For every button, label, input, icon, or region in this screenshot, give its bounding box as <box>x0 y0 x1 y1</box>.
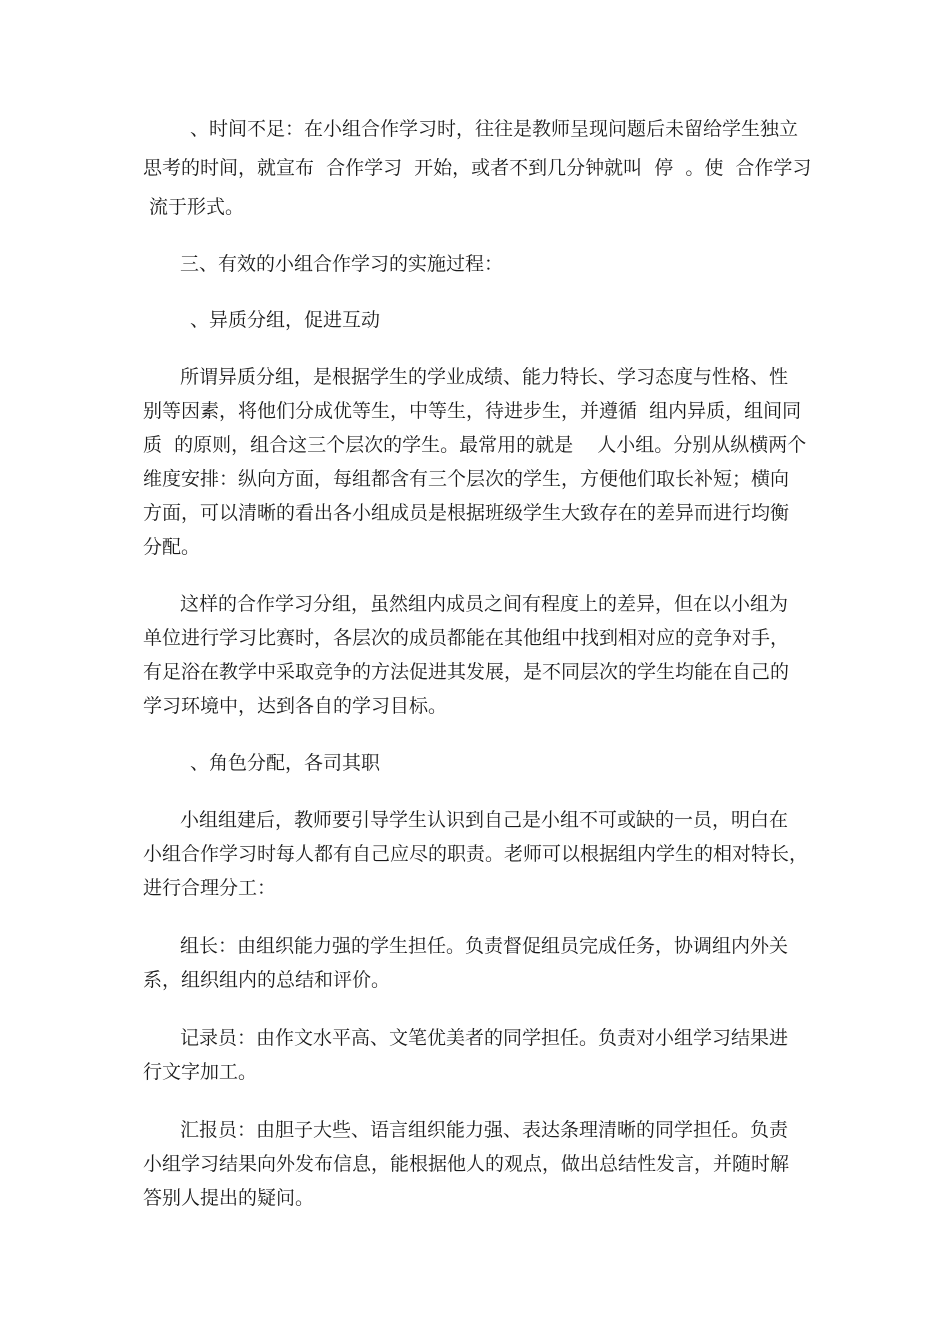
text-line: 进行合理分工： <box>143 877 277 899</box>
text-line: 答别人提出的疑问。 <box>143 1187 315 1209</box>
text-line: 小组合作学习时每人都有自己应尽的职责。老师可以根据组内学生的相对特长， <box>143 843 809 865</box>
text-line: 有足浴在教学中采取竞争的方法促进其发展，是不同层次的学生均能在自己的 <box>143 661 790 683</box>
text-line: 质 的原则，组合这三个层次的学生。最常用的就是 人小组。分别从纵横两个 <box>143 434 807 456</box>
text-line: 汇报员：由胆子大些、语言组织能力强、表达条理清晰的同学担任。负责 <box>180 1119 789 1141</box>
text-line: 维度安排：纵向方面，每组都含有三个层次的学生，方便他们取长补短；横向 <box>143 468 790 490</box>
text-line: 三、有效的小组合作学习的实施过程： <box>180 253 504 275</box>
text-line: 行文字加工。 <box>143 1061 258 1083</box>
text-line: 、时间不足：在小组合作学习时，往往是教师呈现问题后未留给学生独立 <box>190 118 799 140</box>
text-line: 、异质分组，促进互动 <box>190 309 381 331</box>
text-line: 组长：由组织能力强的学生担任。负责督促组员完成任务，协调组内外关 <box>180 935 789 957</box>
text-line: 单位进行学习比赛时，各层次的成员都能在其他组中找到相对应的竞争对手， <box>143 627 790 649</box>
text-line: 别等因素，将他们分成优等生，中等生，待进步生，并遵循 组内异质，组间同 <box>143 400 802 422</box>
text-line: 、角色分配，各司其职 <box>190 752 381 774</box>
text-line: 系，组织组内的总结和评价。 <box>143 969 391 991</box>
text-line: 这样的合作学习分组，虽然组内成员之间有程度上的差异，但在以小组为 <box>180 593 789 615</box>
text-line: 方面，可以清晰的看出各小组成员是根据班级学生大致存在的差异而进行均衡 <box>143 502 790 524</box>
text-line: 小组组建后，教师要引导学生认识到自己是小组不可或缺的一员，明白在 <box>180 809 789 831</box>
text-line: 流于形式。 <box>143 196 245 218</box>
text-line: 记录员：由作文水平高、文笔优美者的同学担任。负责对小组学习结果进 <box>180 1027 789 1049</box>
text-line: 思考的时间，就宣布 合作学习 开始，或者不到几分钟就叫 停 。使 合作学习 <box>143 157 812 179</box>
text-line: 所谓异质分组，是根据学生的学业成绩、能力特长、学习态度与性格、性 <box>180 366 789 388</box>
text-line: 小组学习结果向外发布信息，能根据他人的观点，做出总结性发言，并随时解 <box>143 1153 790 1175</box>
text-line: 分配。 <box>143 536 201 558</box>
text-line: 学习环境中，达到各自的学习目标。 <box>143 695 448 717</box>
